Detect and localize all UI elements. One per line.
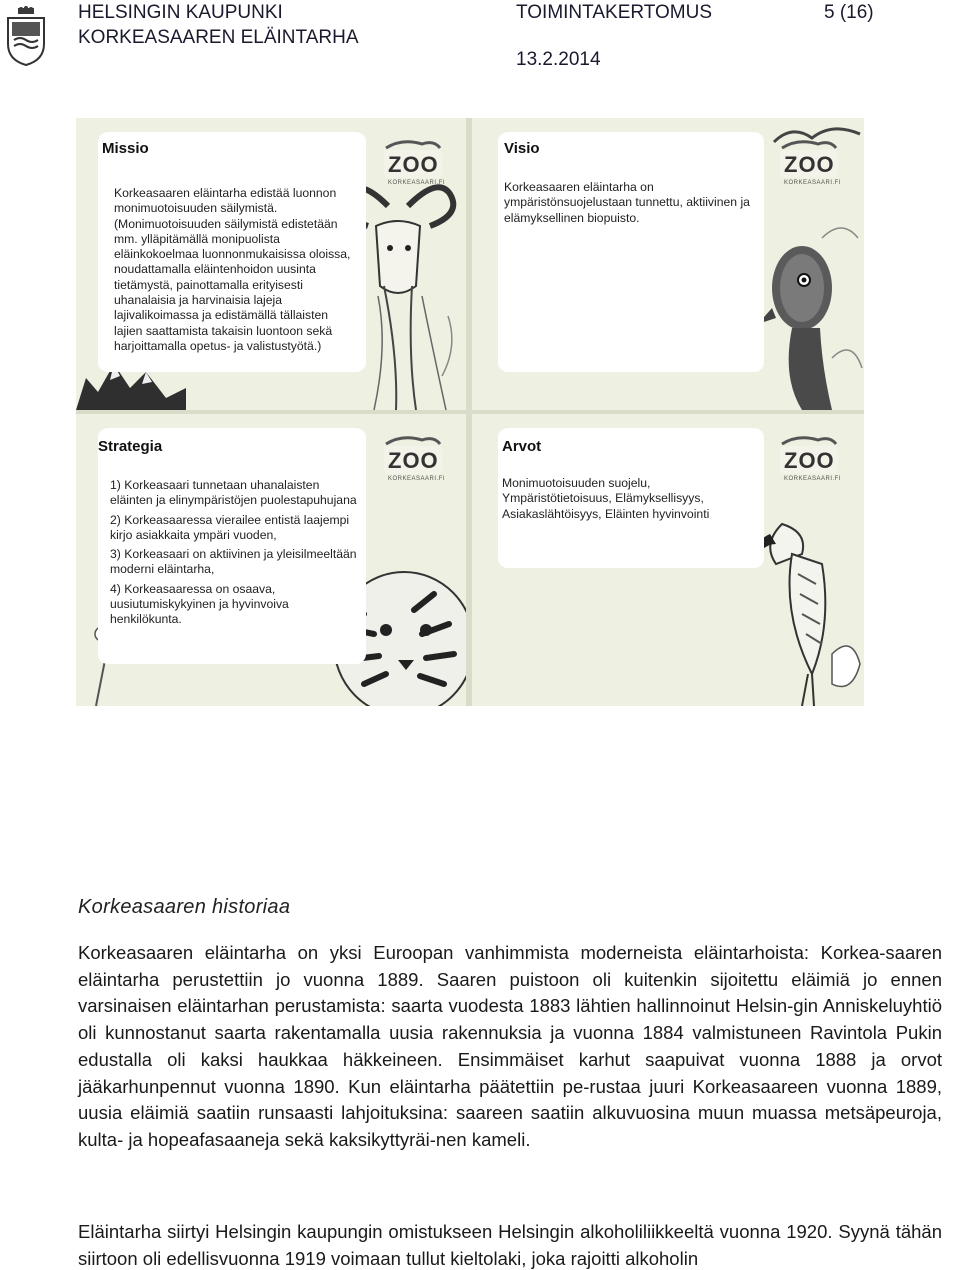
zoo-logo-text: ZOO: [784, 152, 835, 177]
card-strategia: [76, 414, 466, 706]
header-doc-type: TOIMINTAKERTOMUS: [516, 2, 713, 23]
strategia-item: 2) Korkeasaaressa vierailee entistä laajempi kirjo asiakkaita ympäri vuoden,: [110, 512, 350, 542]
zoo-logo-subtext: KORKEASAARI.FI: [784, 180, 842, 186]
card-arvot: [472, 414, 864, 706]
zoo-logo-subtext: KORKEASAARI.FI: [784, 476, 842, 482]
zoo-logo-text: ZOO: [388, 448, 439, 473]
emu-illustration-icon: [762, 208, 864, 410]
strategia-item: 1) Korkeasaari tunnetaan uhanalaisten eläinten ja elinympäristöjen puolestapuhujana: [110, 478, 357, 508]
parrot-illustration-icon: [752, 504, 864, 706]
missio-title: Missio: [102, 140, 149, 157]
history-paragraph-2: Eläintarha siirtyi Helsingin kaupungin omistukseen Helsingin alkoholiliikkeeltä vuonna 1920. Syynä tähän siirtoon oli edellisvuonna 1919 voimaan tullut kieltolaki, joka rajoitti alkoholin: [78, 1221, 942, 1269]
missio-text: Korkeasaaren eläintarha edistää luonnon monimuotoisuuden säilymistä. (Monimuotoisuuden säilymistä edistetään mm. ylläpitämällä monipuolista eläinkokoelmaa luonnonmukaisissa oloissa, noudattamalla eläintenhoidon uusinta tietämystä, painottamalla erityisesti uhanalaisia ja harvinaisia lajeja lajivalikoimassa ja edistämällä tällaisten lajien saattamista takaisin luontoon sekä harjoittamalla opetus- ja valistustyötä.): [114, 186, 351, 353]
zoo-logo-text: ZOO: [388, 152, 439, 177]
zoo-logo: [382, 434, 444, 486]
header-org-line1: HELSINGIN KAUPUNKI: [78, 2, 283, 23]
section-heading: Korkeasaaren historiaa: [78, 896, 291, 918]
zoo-logo: [778, 138, 840, 190]
visio-text: Korkeasaaren eläintarha on ympäristönsuojelustaan tunnettu, aktiivinen ja elämyksellinen biopuisto.: [504, 180, 750, 225]
page-header: [0, 0, 960, 80]
header-date: 13.2.2014: [516, 49, 601, 70]
strategia-item: 4) Korkeasaaressa on osaava, uusiutumiskykyinen ja hyvinvoiva henkilökunta.: [110, 581, 289, 627]
zoo-logo-text: ZOO: [784, 448, 835, 473]
arvot-title: Arvot: [502, 438, 542, 455]
arvot-text: Monimuotoisuuden suojelu, Ympäristötietoisuus, Elämyksellisyys, Asiakaslähtöisyys, Eläinten hyvinvointi: [502, 476, 710, 521]
zoo-logo-subtext: KORKEASAARI.FI: [388, 180, 446, 186]
header-organization: [78, 0, 359, 50]
zoo-logo: [382, 138, 444, 190]
history-paragraph-1: Korkeasaaren eläintarha on yksi Euroopan vanhimmista moderneista eläintarhoista: Korkea-saaren eläintarha perustettiin jo vuonna 1889. Saaren puistoon oli kuitenkin sijoitettu eläimiä jo ennen varsinaisen eläintarhan perustamista: saarta vuodesta 1883 lähtien hallinnoinut Helsin-gin Anniskeluyhtiö oli kunnostanut saarta rakentamalla uusia rakennuksia ja vuonna 1884 valmistuneen Ravintola Pukin edustalla oli kaksi haukkaa häkkeineen. Ensimmäiset karhut saapuivat vuonna 1888 ja orvot jääkarhunpennut vuonna 1890. Kun eläintarha päätettiin pe-rustaa juuri Korkeasaareen vuonna 1889, uusia eläimiä saatiin runsaasti lahjoituksina: saareen saatiin alkuvuosina muun muassa metsäpeuroja, kulta- ja hopeafasaaneja sekä kaksikyttyräi-nen kameli.: [78, 942, 942, 1150]
strategia-item: 3) Korkeasaari on aktiivinen ja yleisilmeeltään moderni eläintarha,: [110, 547, 357, 577]
mission-vision-figure: [76, 118, 864, 706]
card-visio: [472, 118, 864, 410]
strategia-list: [110, 478, 362, 632]
header-org-line2: KORKEASAAREN ELÄINTARHA: [78, 27, 359, 48]
zoo-logo: [778, 434, 840, 486]
visio-title: Visio: [504, 140, 540, 157]
zoo-logo-subtext: KORKEASAARI.FI: [388, 476, 446, 482]
helsinki-crest-icon: [6, 6, 46, 66]
strategia-title: Strategia: [98, 438, 163, 455]
card-missio: [76, 118, 466, 410]
header-page-number: 5 (16): [824, 2, 874, 23]
visio-box: [498, 132, 764, 372]
